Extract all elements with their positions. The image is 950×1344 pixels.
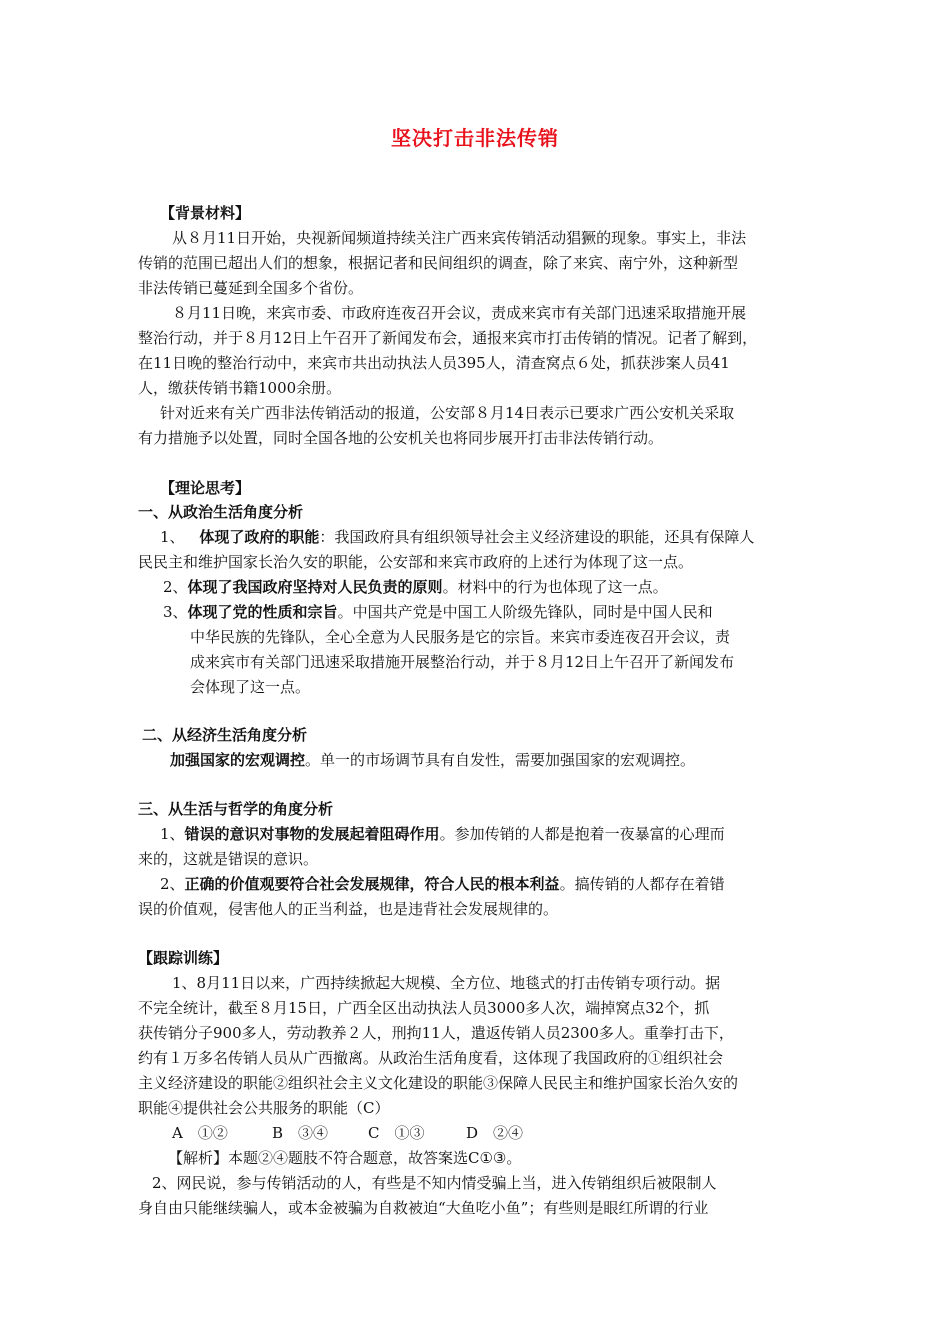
question-line: 主义经济建设的职能②组织社会主义文化建设的职能③保障人民民主和维护国家长治久安的 xyxy=(138,1074,739,1092)
paragraph-line: 在11日晚的整治行动中，来宾市共出动执法人员395人，清查窝点６处，抓获涉案人员41 xyxy=(138,354,730,372)
paragraph-line: 会体现了这一点。 xyxy=(190,678,311,696)
list-item xyxy=(163,575,668,599)
item-text: 。搞传销的人都存在着错 xyxy=(559,875,725,893)
paragraph-line: 中华民族的先锋队，全心全意为人民服务是它的宗旨。来宾市委连夜召开会议，责 xyxy=(190,628,731,646)
paragraph-line: 从８月11日开始，央视新闻频道持续关注广西来宾传销活动猖獗的现象。事实上，非法 xyxy=(172,229,747,247)
item-text: ：我国政府具有组织领导社会主义经济建设的职能，还具有保障人 xyxy=(319,528,755,546)
section-heading-economy: 二、从经济生活角度分析 xyxy=(142,726,308,744)
question-line: 约有１万多名传销人员从广西撤离。从政治生活角度看，这体现了我国政府的①组织社会 xyxy=(138,1049,724,1067)
question-line: 获传销分子900多人，劳动教养２人，刑拘11人，遣返传销人员2300多人。重拳打击下， xyxy=(138,1024,734,1042)
list-item xyxy=(160,822,725,846)
paragraph-line: 非法传销已蔓延到全国多个省份。 xyxy=(138,279,364,297)
paragraph-line xyxy=(170,748,695,772)
item-number: 3、 xyxy=(163,603,188,621)
item-bold: 体现了党的性质和宗旨 xyxy=(187,603,338,621)
paragraph-line: 针对近来有关广西非法传销活动的报道，公安部８月14日表示已要求广西公安机关采取 xyxy=(160,404,735,422)
item-text: 。中国共产党是中国工人阶级先锋队，同时是中国人民和 xyxy=(337,603,713,621)
training-heading: 【跟踪训练】 xyxy=(138,949,229,967)
item-number: 2、 xyxy=(163,578,188,596)
question-line: 不完全统计，截至８月15日，广西全区出动执法人员3000多人次，端掉窝点32个，抓 xyxy=(138,999,710,1017)
section-heading-philosophy: 三、从生活与哲学的角度分析 xyxy=(138,800,334,818)
list-item xyxy=(163,600,713,624)
item-bold: 错误的意识对事物的发展起着阻碍作用 xyxy=(184,825,440,843)
theory-heading: 【理论思考】 xyxy=(160,479,251,497)
item-text: 。单一的市场调节具有自发性，需要加强国家的宏观调控。 xyxy=(305,751,696,769)
paragraph-line: 整治行动，并于８月12日上午召开了新闻发布会，通报来宾市打击传销的情况。记者了解到， xyxy=(138,329,758,347)
question-line: 职能④提供社会公共服务的职能（C） xyxy=(138,1099,390,1117)
option-d: D ②④ xyxy=(466,1124,524,1142)
item-bold: 加强国家的宏观调控 xyxy=(170,751,306,769)
question-line: 1、8月11日以来，广西持续掀起大规模、全方位、地毯式的打击传销专项行动。据 xyxy=(172,974,721,992)
item-number: 1、 xyxy=(160,528,185,546)
item-number: 2、 xyxy=(160,875,185,893)
paragraph-line: 误的价值观，侵害他人的正当利益，也是违背社会发展规律的。 xyxy=(138,900,559,918)
analysis-line: 【解析】本题②④题肢不符合题意，故答案选C①③。 xyxy=(168,1149,522,1167)
item-text: 。材料中的行为也体现了这一点。 xyxy=(442,578,668,596)
item-bold: 体现了政府的职能 xyxy=(199,528,320,546)
item-text: 。参加传销的人都是抱着一夜暴富的心理而 xyxy=(439,825,725,843)
item-number: 1、 xyxy=(160,825,185,843)
question-line: 身自由只能继续骗人，或本金被骗为自救被迫“大鱼吃小鱼”；有些则是眼红所谓的行业 xyxy=(138,1199,709,1217)
option-b: B ③④ xyxy=(272,1124,329,1142)
paragraph-line: 成来宾市有关部门迅速采取措施开展整治行动，并于８月12日上午召开了新闻发布 xyxy=(190,653,735,671)
paragraph-line: ８月11日晚，来宾市委、市政府连夜召开会议，责成来宾市有关部门迅速采取措施开展 xyxy=(172,304,747,322)
question-line: 2、网民说，参与传销活动的人，有些是不知内情受骗上当，进入传销组织后被限制人 xyxy=(152,1174,717,1192)
paragraph-line: 来的，这就是错误的意识。 xyxy=(138,850,319,868)
background-heading: 【背景材料】 xyxy=(160,204,251,222)
paragraph-line: 民民主和维护国家长治久安的职能，公安部和来宾市政府的上述行为体现了这一点。 xyxy=(138,553,694,571)
paragraph-line: 有力措施予以处置，同时全国各地的公安机关也将同步展开打击非法传销行动。 xyxy=(138,429,664,447)
page-title: 坚决打击非法传销 xyxy=(391,126,559,150)
list-item xyxy=(160,525,754,549)
section-heading-politics: 一、从政治生活角度分析 xyxy=(138,503,304,521)
item-bold: 正确的价值观要符合社会发展规律，符合人民的根本利益 xyxy=(184,875,560,893)
list-item xyxy=(160,872,725,896)
option-c: C ①③ xyxy=(368,1124,425,1142)
item-bold: 体现了我国政府坚持对人民负责的原则 xyxy=(187,578,443,596)
option-a: A ①② xyxy=(172,1124,228,1142)
paragraph-line: 人，缴获传销书籍1000余册。 xyxy=(138,379,342,397)
paragraph-line: 传销的范围已超出人们的想象，根据记者和民间组织的调查，除了来宾、南宁外，这种新型 xyxy=(138,254,739,272)
